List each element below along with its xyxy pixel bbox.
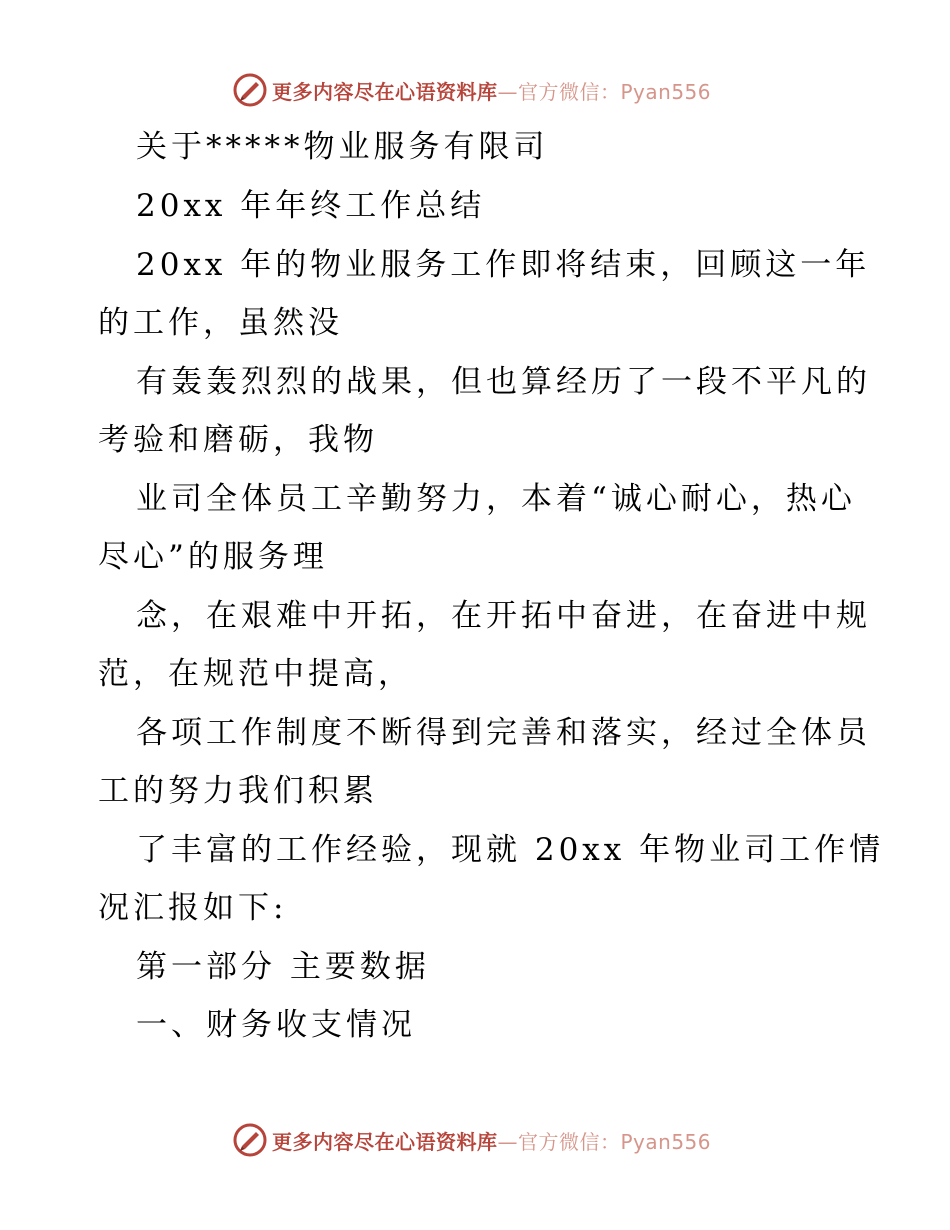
watermark-contact: 官方微信：Pyan556 (518, 1129, 712, 1154)
doc-paragraph-line: 念，在艰难中开拓，在开拓中奋进，在奋进中规 (136, 598, 871, 634)
watermark-contact: 官方微信：Pyan556 (518, 79, 712, 104)
doc-paragraph-line: 20xx 年的物业服务工作即将结束，回顾这一年 (136, 247, 871, 283)
doc-paragraph-line: 各项工作制度不断得到完善和落实，经过全体员 (136, 715, 871, 751)
doc-paragraph-line: 有轰轰烈烈的战果，但也算经历了一段不平凡的 (136, 364, 871, 400)
doc-paragraph-line: 的工作，虽然没 (98, 305, 343, 341)
doc-paragraph-line: 范，在规范中提高， (98, 656, 413, 692)
watermark-text (272, 1126, 711, 1155)
pen-logo-icon (232, 72, 268, 108)
watermark-site: 更多内容尽在心语资料库 (272, 1129, 498, 1154)
doc-subsection-heading: 一、财务收支情况 (136, 1007, 416, 1043)
doc-paragraph-line: 业司全体员工辛勤努力，本着“诚心耐心，热心 (136, 481, 856, 517)
doc-paragraph-line: 尽心”的服务理 (98, 539, 328, 575)
doc-title-line-1: 关于*****物业服务有限司 (136, 129, 549, 165)
doc-paragraph-line: 工的努力我们积累 (98, 773, 378, 809)
doc-paragraph-line: 了丰富的工作经验，现就 20xx 年物业司工作情 (136, 832, 885, 868)
doc-section-heading: 第一部分 主要数据 (136, 949, 430, 985)
watermark-dash: — (497, 79, 518, 104)
doc-title-line-2: 20xx 年年终工作总结 (136, 188, 486, 224)
doc-paragraph-line: 考验和磨砺，我物 (98, 422, 378, 458)
doc-paragraph-line: 况汇报如下: (98, 890, 288, 926)
header-watermark (232, 70, 752, 110)
footer-watermark (232, 1120, 752, 1160)
pen-logo-icon (232, 1122, 268, 1158)
watermark-text (272, 76, 711, 105)
watermark-dash: — (497, 1129, 518, 1154)
watermark-site: 更多内容尽在心语资料库 (272, 79, 498, 104)
